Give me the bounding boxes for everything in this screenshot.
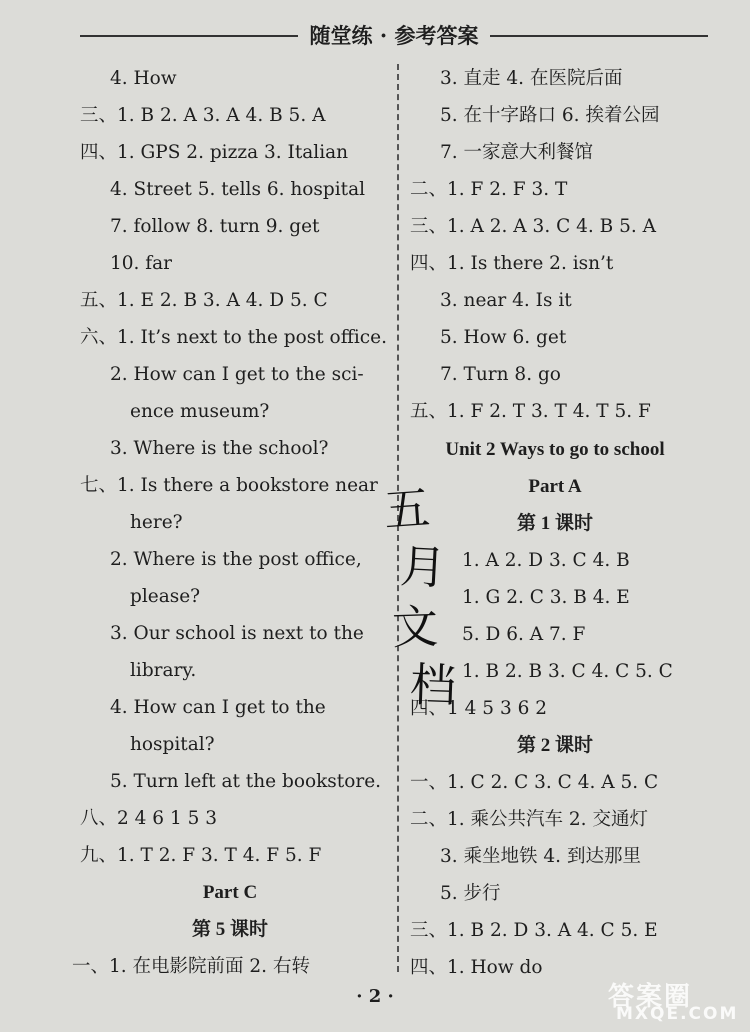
answer-line: library. [130, 660, 197, 681]
answer-line: 二、1. 乘公共汽车 2. 交通灯 [410, 809, 648, 830]
page-number: · 2 · [356, 986, 394, 1007]
answer-line: 7. follow 8. turn 9. get [110, 216, 320, 237]
answer-line: 7. Turn 8. go [440, 364, 561, 385]
answer-line: 三、1. B 2. D 3. A 4. C 5. E [410, 920, 658, 941]
answer-line: 5. How 6. get [440, 327, 567, 348]
answer-line: 六、1. It’s next to the post office. [80, 327, 387, 348]
answer-line: 五、1. F 2. T 3. T 4. T 5. F [410, 401, 651, 422]
watermark-text: 答案圈 [608, 982, 693, 1012]
answer-line: 九、1. T 2. F 3. T 4. F 5. F [80, 845, 322, 866]
answer-line: 三、1. A 2. A 3. C 4. B 5. A [410, 216, 657, 237]
answer-line: 4. How can I get to the [110, 697, 326, 718]
answer-line: 一、1. C 2. C 3. C 4. A 5. C [410, 772, 659, 793]
answer-line: 一、1. 在电影院前面 2. 右转 [72, 956, 310, 977]
answer-line: 2. Where is the post office, [110, 549, 362, 570]
watermark-url: MXQE.COM [616, 1004, 739, 1024]
answer-line: 7. 一家意大利餐馆 [440, 142, 594, 163]
answer-line: 5. 步行 [440, 883, 501, 904]
answer-line: 3. Our school is next to the [110, 623, 364, 644]
lesson-heading: 第 1 课时 [516, 513, 593, 534]
section-heading: Part A [528, 476, 582, 497]
lesson-heading: 第 5 课时 [191, 919, 268, 940]
answer-line: 1. A 2. D 3. C 4. B [462, 550, 630, 571]
answer-line: 10. far [110, 253, 173, 274]
answer-line: 1. G 2. C 3. B 4. E [462, 587, 630, 608]
answer-line: 4. Street 5. tells 6. hospital [110, 179, 366, 200]
header-rule-right [490, 35, 708, 37]
answer-line: 5. 在十字路口 6. 挨着公园 [440, 105, 660, 126]
answer-line: 3. 直走 4. 在医院后面 [440, 68, 623, 89]
answer-line: 四、1. Is there 2. isn’t [410, 253, 614, 274]
page-header [0, 18, 750, 54]
handwritten-char: 五 [382, 480, 432, 538]
answer-line: 五、1. E 2. B 3. A 4. D 5. C [80, 290, 328, 311]
lesson-heading: 第 2 课时 [516, 735, 593, 756]
handwritten-char: 月 [398, 538, 448, 596]
answer-line: 5. D 6. A 7. F [462, 624, 586, 645]
answer-line: please? [130, 586, 201, 607]
answer-line: 5. Turn left at the bookstore. [110, 771, 382, 792]
answer-line: 四、1. GPS 2. pizza 3. Italian [80, 142, 349, 163]
answer-line: 四、1 4 5 3 6 2 [410, 698, 548, 719]
answer-line: ence museum? [130, 401, 270, 422]
answer-line: 2. How can I get to the sci- [110, 364, 364, 385]
answer-line: 二、1. F 2. F 3. T [410, 179, 568, 200]
header-rule-left [80, 35, 298, 37]
answer-line: 八、2 4 6 1 5 3 [80, 808, 218, 829]
answer-line: 四、1. How do [410, 957, 543, 978]
answer-line: here? [130, 512, 183, 533]
answer-line: 3. Where is the school? [110, 438, 329, 459]
answer-line: 七、1. Is there a bookstore near [80, 475, 378, 496]
handwritten-char: 档 [409, 657, 457, 713]
answer-line: 4. How [110, 68, 177, 89]
answer-line: hospital? [130, 734, 215, 755]
answer-line: 三、1. B 2. A 3. A 4. B 5. A [80, 105, 326, 126]
watermark-logo [602, 974, 742, 1026]
page-title: 随堂练 · 参考答案 [309, 23, 479, 48]
answer-line: 3. 乘坐地铁 4. 到达那里 [440, 846, 641, 867]
handwritten-char: 文 [391, 599, 439, 655]
unit-heading: Unit 2 Ways to go to school [445, 439, 665, 460]
answer-line: 1. B 2. B 3. C 4. C 5. C [462, 661, 673, 682]
section-heading: Part C [202, 882, 258, 903]
answer-line: 3. near 4. Is it [440, 290, 572, 311]
